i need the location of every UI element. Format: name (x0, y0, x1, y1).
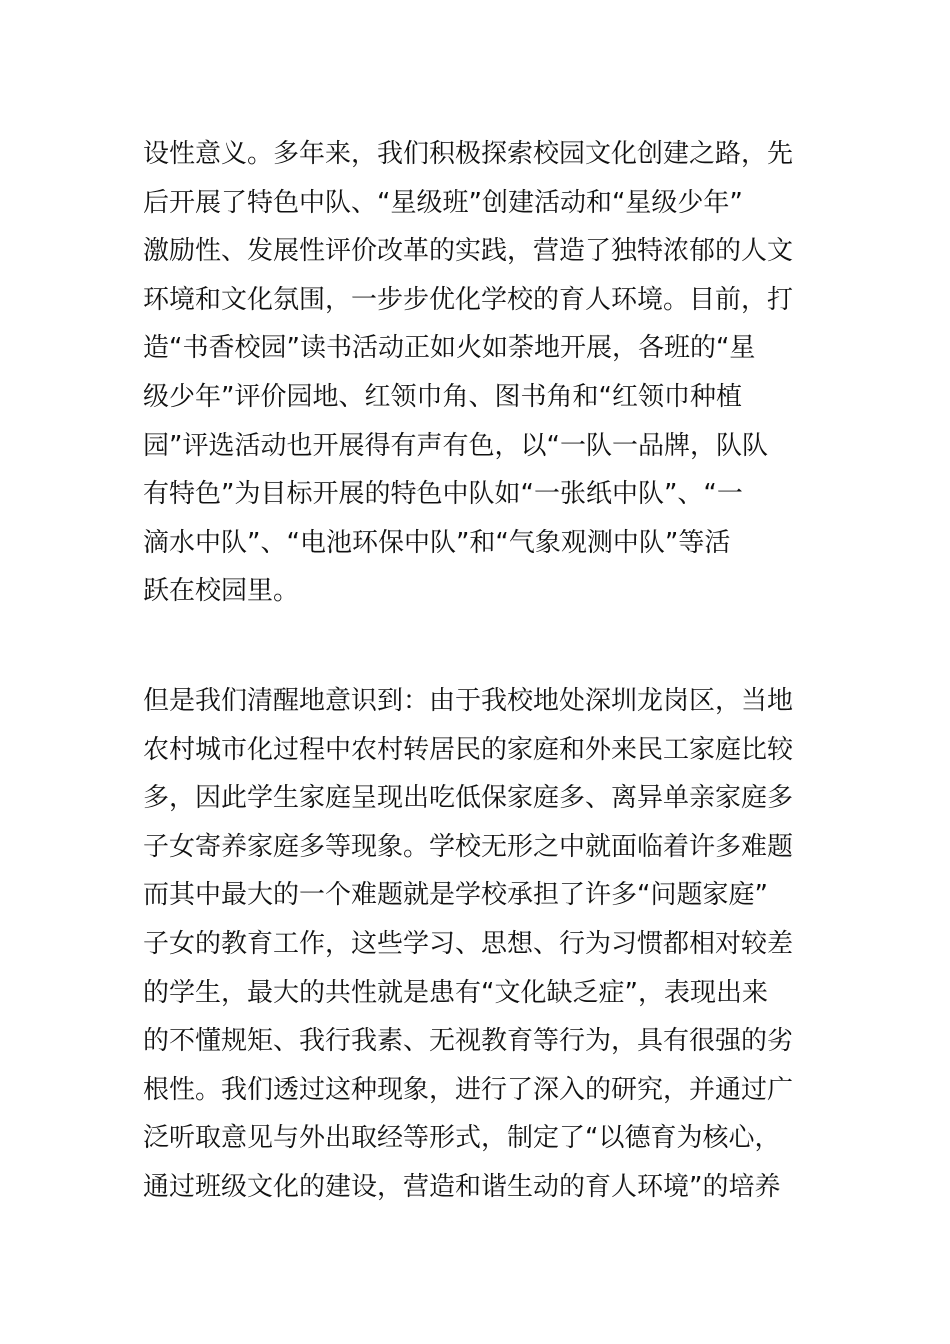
text-line: 造“书香校园”读书活动正如火如荼地开展，各班的“星 (143, 333, 756, 364)
text-line: 根性。我们透过这种现象，进行了深入的研究，并通过广 (143, 1074, 794, 1105)
text-line: 泛听取意见与外出取经等形式，制定了“以德育为核心， (143, 1123, 781, 1154)
text-line: 而其中最大的一个难题就是学校承担了许多“问题家庭” (143, 880, 768, 911)
paragraph-1 (143, 130, 813, 616)
text-line: 有特色”为目标开展的特色中队如“一张纸中队”、“一 (143, 479, 743, 510)
text-line: 的学生，最大的共性就是患有“文化缺乏症”，表现出来 (143, 977, 768, 1008)
text-line: 子女寄养家庭多等现象。学校无形之中就面临着许多难题 (143, 831, 794, 862)
text-line: 但是我们清醒地意识到：由于我校地处深圳龙岗区，当地 (143, 686, 794, 716)
text-line: 级少年”评价园地、红领巾角、图书角和“红领巾种植 (143, 381, 742, 412)
text-line: 滴水中队”、“电池环保中队”和“气象观测中队”等活 (143, 527, 731, 558)
text-line: 跃在校园里。 (143, 576, 300, 607)
text-line: 园”评选活动也开展得有声有色，以“一队一品牌，队队 (143, 430, 768, 461)
text-line: 子女的教育工作，这些学习、思想、行为习惯都相对较差 (143, 928, 794, 959)
text-line: 后开展了特色中队、“星级班”创建活动和“星级少年” (143, 187, 743, 218)
text-line: 的不懂规矩、我行我素、无视教育等行为，具有很强的劣 (143, 1026, 794, 1057)
text-line: 多，因此学生家庭呈现出吃低保家庭多、离异单亲家庭多 (143, 783, 794, 814)
paragraph-2 (143, 677, 813, 1212)
text-line: 激励性、发展性评价改革的实践，营造了独特浓郁的人文 (143, 236, 794, 267)
text-line: 农村城市化过程中农村转居民的家庭和外来民工家庭比较 (143, 734, 794, 765)
text-line: 通过班级文化的建设，营造和谐生动的育人环境”的培养 (143, 1171, 781, 1202)
text-line: 环境和文化氛围，一步步优化学校的育人环境。目前，打 (143, 284, 794, 315)
text-line: 设性意义。多年来，我们积极探索校园文化创建之路，先 (143, 139, 794, 169)
